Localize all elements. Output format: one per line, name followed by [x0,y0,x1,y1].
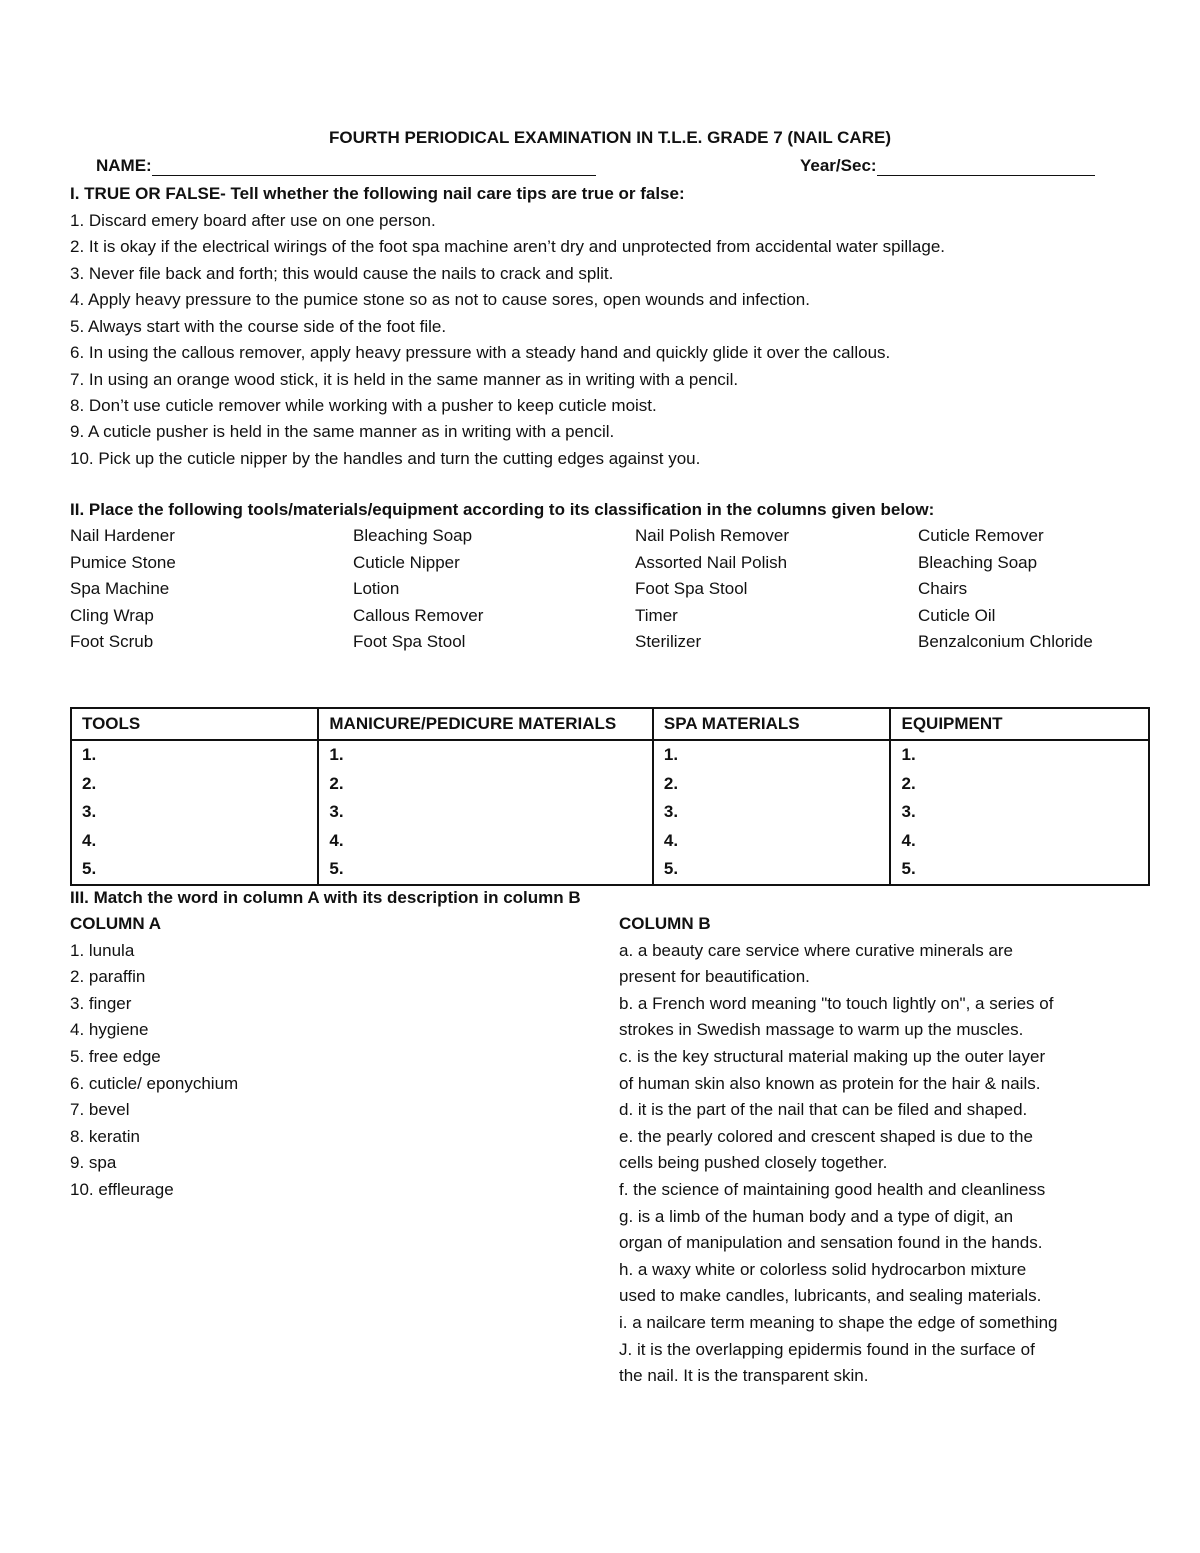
description-line: used to make candles, lubricants, and sealing materials. [619,1286,1042,1306]
table-cell[interactable]: 2. [890,770,1149,799]
table-row [71,855,1149,885]
tf-item: 3. Never file back and forth; this would cause the nails to crack and split. [70,264,614,283]
column-a-label: COLUMN A [70,914,161,933]
list-item: Nail Hardener [70,526,175,545]
list-item: Spa Machine [70,579,170,598]
list-item: 1. lunula [70,940,135,960]
description-line: present for beautification. [619,967,810,987]
column-b [619,914,1058,1393]
item-column [635,526,789,659]
table-row [71,827,1149,856]
table-cell[interactable]: 4. [653,827,891,856]
table-cell[interactable]: 1. [890,740,1149,770]
table-cell[interactable]: 5. [318,855,653,885]
description-line: the nail. It is the transparent skin. [619,1366,869,1386]
name-blank[interactable] [152,157,596,176]
tf-item: 7. In using an orange wood stick, it is held in the same manner as in writing with a pencil. [70,370,739,389]
list-item: Nail Polish Remover [635,526,789,545]
description-line: a. a beauty care service where curative minerals are [619,940,1014,960]
description-line: of human skin also known as protein for the hair & nails. [619,1073,1041,1093]
table-cell[interactable]: 4. [71,827,318,856]
description-line: strokes in Swedish massage to warm up the muscles. [619,1020,1024,1040]
tf-item: 10. Pick up the cuticle nipper by the handles and turn the cutting edges against you. [70,449,701,468]
table-cell[interactable]: 2. [318,770,653,799]
table-row [71,740,1149,770]
description-line: cells being pushed closely together. [619,1153,888,1173]
description-line: J. it is the overlapping epidermis found in the surface of [619,1339,1035,1359]
list-item: Cuticle Oil [918,605,996,625]
list-item: Cuticle Nipper [353,552,460,572]
table-row [71,798,1149,827]
name-field-row [96,156,596,176]
header-tools: TOOLS [71,708,318,740]
year-sec-blank[interactable] [877,157,1095,176]
list-item: Cling Wrap [70,605,154,625]
list-item: Cuticle Remover [918,526,1044,545]
description-line: c. is the key structural material making up the outer layer [619,1046,1046,1066]
tf-item: 9. A cuticle pusher is held in the same manner as in writing with a pencil. [70,422,615,441]
tf-item: 1. Discard emery board after use on one person. [70,211,436,230]
table-row [71,770,1149,799]
table-cell[interactable]: 5. [890,855,1149,885]
table-cell[interactable]: 1. [318,740,653,770]
tf-item: 8. Don’t use cuticle remover while working with a pusher to keep cuticle moist. [70,396,657,415]
list-item: Assorted Nail Polish [635,552,788,572]
year-sec-label: Year/Sec: [800,156,877,175]
tf-item: 2. It is okay if the electrical wirings of the foot spa machine aren’t dry and unprotected from accidental water spillage. [70,237,946,256]
list-item: Foot Spa Stool [635,579,748,598]
table-header-row [71,708,1149,740]
tf-item: 4. Apply heavy pressure to the pumice stone so as not to cause sores, open wounds and infection. [70,290,810,309]
list-item: Bleaching Soap [918,552,1038,572]
column-a [70,914,238,1207]
list-item: 8. keratin [70,1126,140,1146]
table-cell[interactable]: 3. [653,798,891,827]
part1-heading: I. TRUE OR FALSE- Tell whether the following nail care tips are true or false: [70,184,685,203]
description-line: organ of manipulation and sensation found in the hands. [619,1233,1043,1253]
table-cell[interactable]: 2. [71,770,318,799]
table-cell[interactable]: 3. [318,798,653,827]
list-item: 4. hygiene [70,1020,149,1040]
list-item: 3. finger [70,993,132,1013]
list-item: 9. spa [70,1153,117,1173]
list-item: Benzalconium Chloride [918,632,1093,651]
list-item: Bleaching Soap [353,526,473,545]
description-line: d. it is the part of the nail that can be filed and shaped. [619,1100,1028,1120]
description-line: g. is a limb of the human body and a type of digit, an [619,1206,1014,1226]
tf-item: 5. Always start with the course side of the foot file. [70,317,447,336]
list-item: 6. cuticle/ eponychium [70,1073,239,1093]
part2-heading: II. Place the following tools/materials/equipment according to its classification in the columns given below: [70,500,935,519]
description-line: e. the pearly colored and crescent shaped is due to the [619,1126,1033,1146]
table-cell[interactable]: 4. [318,827,653,856]
table-cell[interactable]: 5. [653,855,891,885]
list-item: Foot Scrub [70,632,154,651]
list-item: Lotion [353,579,400,598]
description-line: i. a nailcare term meaning to shape the edge of something [619,1312,1058,1332]
list-item: Callous Remover [353,605,484,625]
table-cell[interactable]: 2. [653,770,891,799]
list-item: Chairs [918,579,968,598]
table-cell[interactable]: 1. [653,740,891,770]
tf-item: 6. In using the callous remover, apply heavy pressure with a steady hand and quickly glide it over the callous. [70,343,891,362]
description-line: b. a French word meaning "to touch lightly on", a series of [619,993,1054,1013]
item-column [70,526,176,659]
list-item: Sterilizer [635,632,702,651]
list-item: 2. paraffin [70,967,146,987]
table-cell[interactable]: 5. [71,855,318,885]
header-spa-materials: SPA MATERIALS [653,708,891,740]
table-cell[interactable]: 1. [71,740,318,770]
list-item: 10. effleurage [70,1179,174,1199]
part3-heading: III. Match the word in column A with its description in column B [70,888,581,907]
description-line: h. a waxy white or colorless solid hydrocarbon mixture [619,1259,1027,1279]
name-label: NAME: [96,156,152,175]
list-item: Timer [635,605,678,625]
description-line: f. the science of maintaining good health and cleanliness [619,1179,1046,1199]
classification-table [70,707,1150,886]
exam-title: FOURTH PERIODICAL EXAMINATION IN T.L.E. GRADE 7 (NAIL CARE) [329,128,891,147]
header-materials: MANICURE/PEDICURE MATERIALS [318,708,653,740]
item-column [918,526,1093,659]
table-cell[interactable]: 3. [890,798,1149,827]
header-equipment: EQUIPMENT [890,708,1149,740]
list-item: Foot Spa Stool [353,632,466,651]
table-cell[interactable]: 3. [71,798,318,827]
column-b-label: COLUMN B [619,914,711,933]
year-sec-field-row [800,156,1095,176]
list-item: Pumice Stone [70,552,176,572]
list-item: 7. bevel [70,1100,130,1120]
table-cell[interactable]: 4. [890,827,1149,856]
list-item: 5. free edge [70,1046,161,1066]
item-column [353,526,483,659]
